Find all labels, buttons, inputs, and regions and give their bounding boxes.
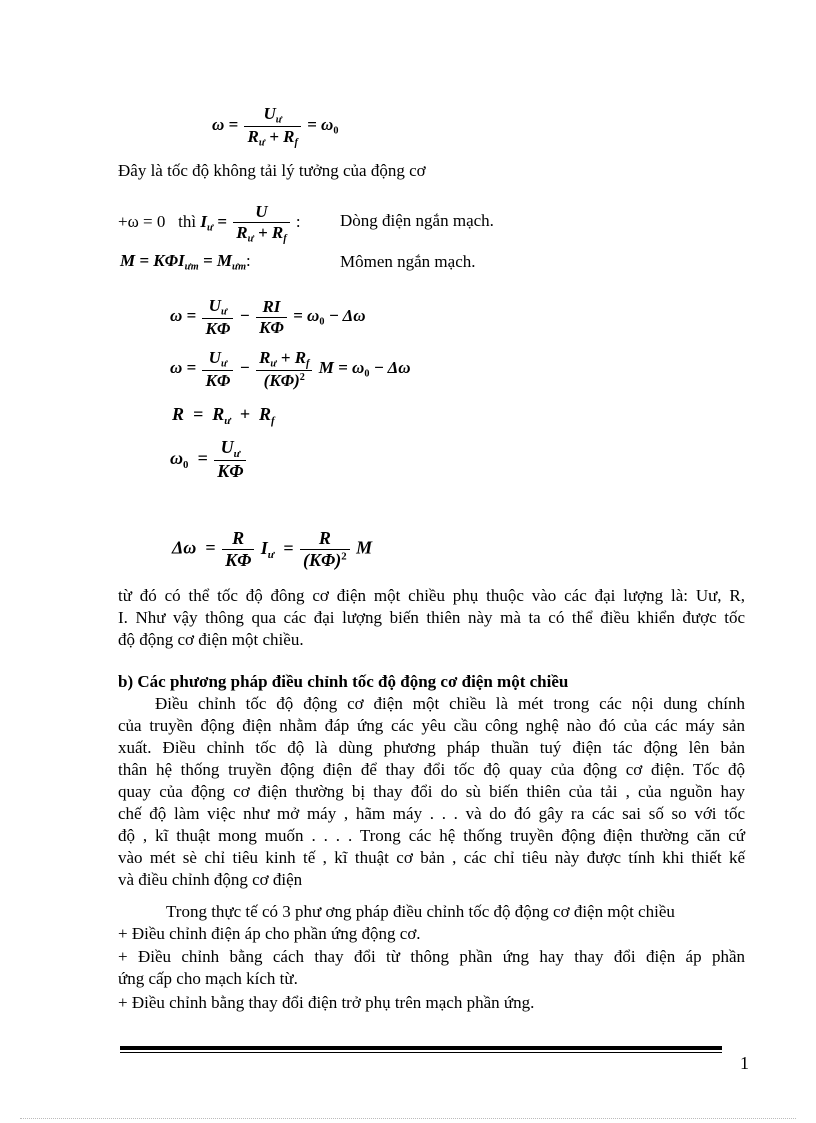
equation-speed-drop: Δω = $\frac{R}{K\Phi}$ $I_ư$ = $\frac{R}{(K\Phi)^2}$ M: [172, 528, 373, 570]
short-circuit-torque-label: Mômen ngắn mạch.: [340, 252, 476, 271]
method-3: + Điều chỉnh bằng thay đổi điện trở phụ trên mạch phần ứng.: [118, 993, 535, 1012]
dependence-paragraph: từ đó có thể tốc độ đông cơ điện một chiều phụ thuộc vào các đại lượng là: Uư, R, I. Như vậy thông qua các đại lượng biến thiên này mà ta có thể điều khiển được tốc độ động cơ điện một chiều.: [118, 586, 745, 649]
method-1: + Điều chỉnh điện áp cho phần ứng động cơ.: [118, 924, 421, 943]
section-heading: b) Các phương pháp điều chỉnh tốc độ động cơ điện một chiều: [118, 672, 569, 691]
equation-speed-torque: ω = $\frac{U_ư}{K\Phi}$ − $\frac{R_ư + R_f}{(K\Phi)^2}$ $M = \omega_0 - \Delta\omega$: [170, 348, 411, 390]
equation-omega0: $\omega_0$ = $\frac{U_ư}{K\Phi}$: [170, 437, 248, 482]
methods-intro: Trong thực tế có 3 phư ơng pháp điều chỉnh tốc độ động cơ điện một chiều: [166, 902, 675, 921]
method-2: + Điều chỉnh bằng cách thay đổi từ thông phần ứng hay thay đổi điện áp phần ứng cấp cho mạch kích từ.: [118, 947, 745, 988]
footer-rule-thin: [120, 1052, 722, 1053]
body-paragraph: Điều chỉnh tốc độ động cơ điện một chiều là mét trong các nội dung chính của truyền động điện nhằm đáp ứng các yêu cầu công nghệ nào đó của các máy sản xuất. Điều chỉnh tốc độ là dùng phương pháp thuần tuý điện tác động lên bản thân hệ thống truyền động điện để thay đổi tốc độ quay của động cơ điện. Tốc độ quay của động cơ điện thường bị thay đổi do sù biến thiên của tải , của nguồn hay chế độ làm việc như mở máy , hãm máy . . . và do đó gây ra các sai số so với tốc độ , kĩ thuật mong muốn . . . . Trong các hệ thống truyền động điện thường căn cứ vào mét sè chỉ tiêu kinh tế , kĩ thuật cơ bản , các chỉ tiêu này được tính khi thiết kế và điều chỉnh động cơ điện: [118, 694, 745, 889]
equation-speed-current: ω = $\frac{U_ư}{K\Phi}$ − $\frac{RI}{K\Phi}$ = $\omega_0 - \Delta\omega$: [170, 296, 366, 338]
page-bottom-dotted-line: [20, 1118, 796, 1119]
footer-rule-thick: [120, 1046, 722, 1050]
equation-short-circuit-current: +ω = 0 thì $I_ư$ = $\frac{U}{R_ư + R_f}$ :: [118, 202, 301, 245]
equation-short-circuit-torque: $M = K\Phi I_{ưm} = M_{ưm}$:: [120, 251, 251, 273]
equation-no-load-speed: ω = $\frac{U_ư}{R_ư + R_f}$ = $\omega_0$: [212, 104, 339, 149]
idle-speed-caption: Đây là tốc độ không tải lý tưởng của động cơ: [118, 161, 426, 180]
equation-total-resistance: $R = R_ư + R_f$: [172, 404, 275, 427]
page-number: 1: [740, 1053, 749, 1073]
short-circuit-current-label: Dòng điện ngắn mạch.: [340, 211, 494, 230]
